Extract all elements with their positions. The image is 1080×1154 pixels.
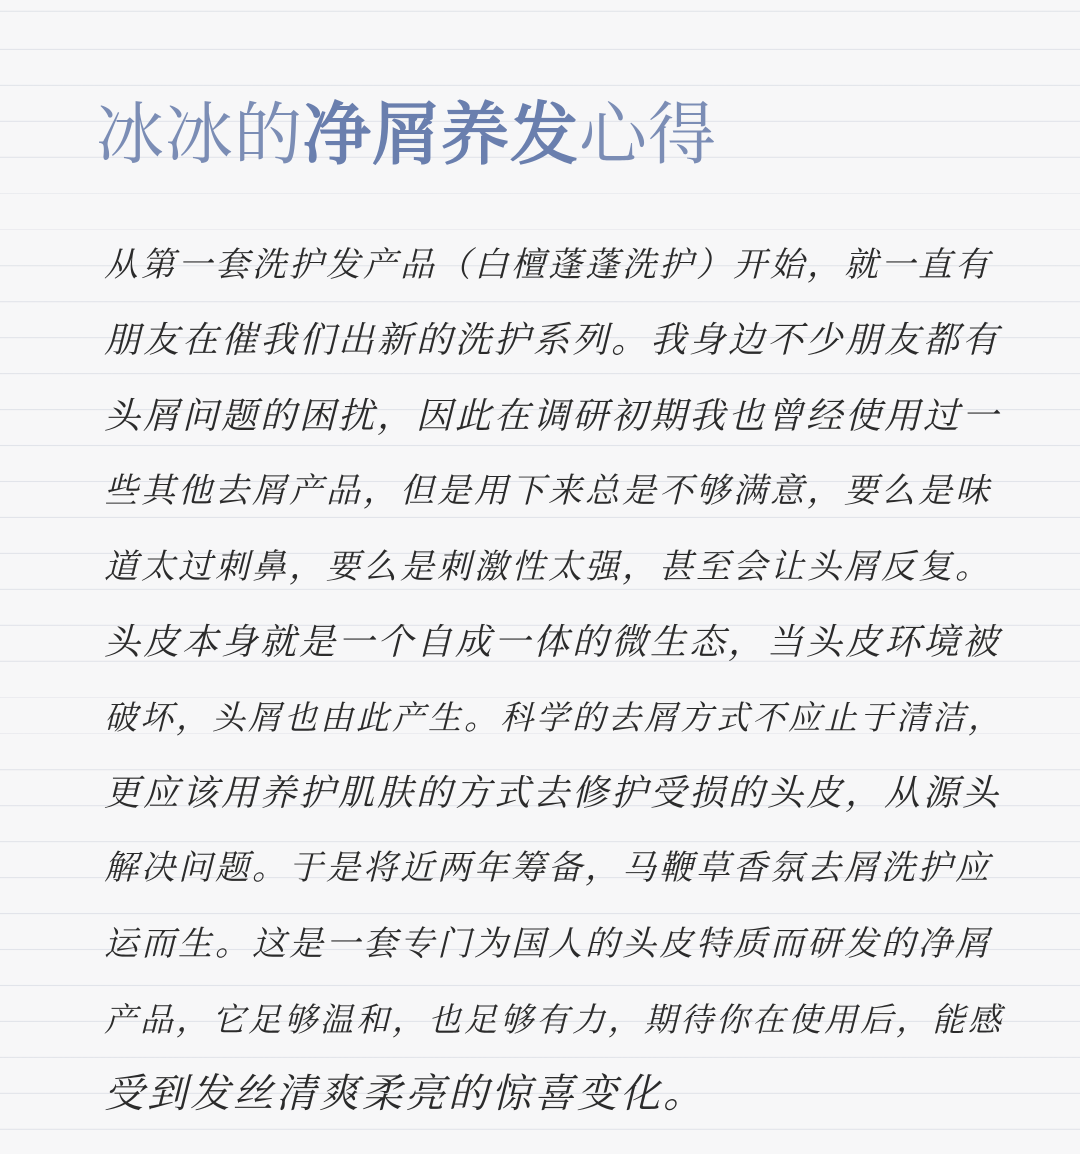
paragraph-line-12: 受到发丝清爽柔亮的惊喜变化。 (104, 1071, 706, 1118)
paragraph-line-6: 头皮本身就是一个自成一体的微生态，当头皮环境被 (104, 621, 1002, 663)
paragraph-line-11: 产品，它足够温和，也足够有力，期待你在使用后，能感 (104, 999, 1004, 1039)
paragraph-line-10: 运而生。这是一套专门为国人的头皮特质而研发的净屑 (104, 923, 992, 964)
paragraph-line-3: 头屑问题的困扰，因此在调研初期我也曾经使用过一 (104, 395, 1002, 437)
title-suffix: 心得 (579, 96, 718, 175)
paragraph-line-7: 破坏，头屑也由此产生。科学的去屑方式不应止于清洁， (104, 698, 1004, 738)
paragraph-line-1: 从第一套洗护发产品（白檀蓬蓬洗护）开始，就一直有 (104, 245, 992, 285)
paragraph-line-8: 更应该用养护肌肤的方式去修护受损的头皮，从源头 (104, 772, 1002, 814)
title-highlight: 净屑养发 (303, 96, 580, 175)
paragraph-line-4: 些其他去屑产品，但是用下来总是不够满意，要么是味 (104, 471, 992, 512)
title-prefix: 冰冰的 (96, 96, 304, 175)
paragraph-line-9: 解决问题。于是将近两年筹备，马鞭草香氛去屑洗护应 (104, 848, 992, 889)
paragraph-line-2: 朋友在催我们出新的洗护系列。我身边不少朋友都有 (104, 320, 1002, 362)
page-title (96, 96, 717, 176)
handwritten-paragraph (104, 228, 1004, 1133)
paragraph-line-5: 道太过刺鼻，要么是刺激性太强，甚至会让头屑反复。 (104, 546, 992, 587)
